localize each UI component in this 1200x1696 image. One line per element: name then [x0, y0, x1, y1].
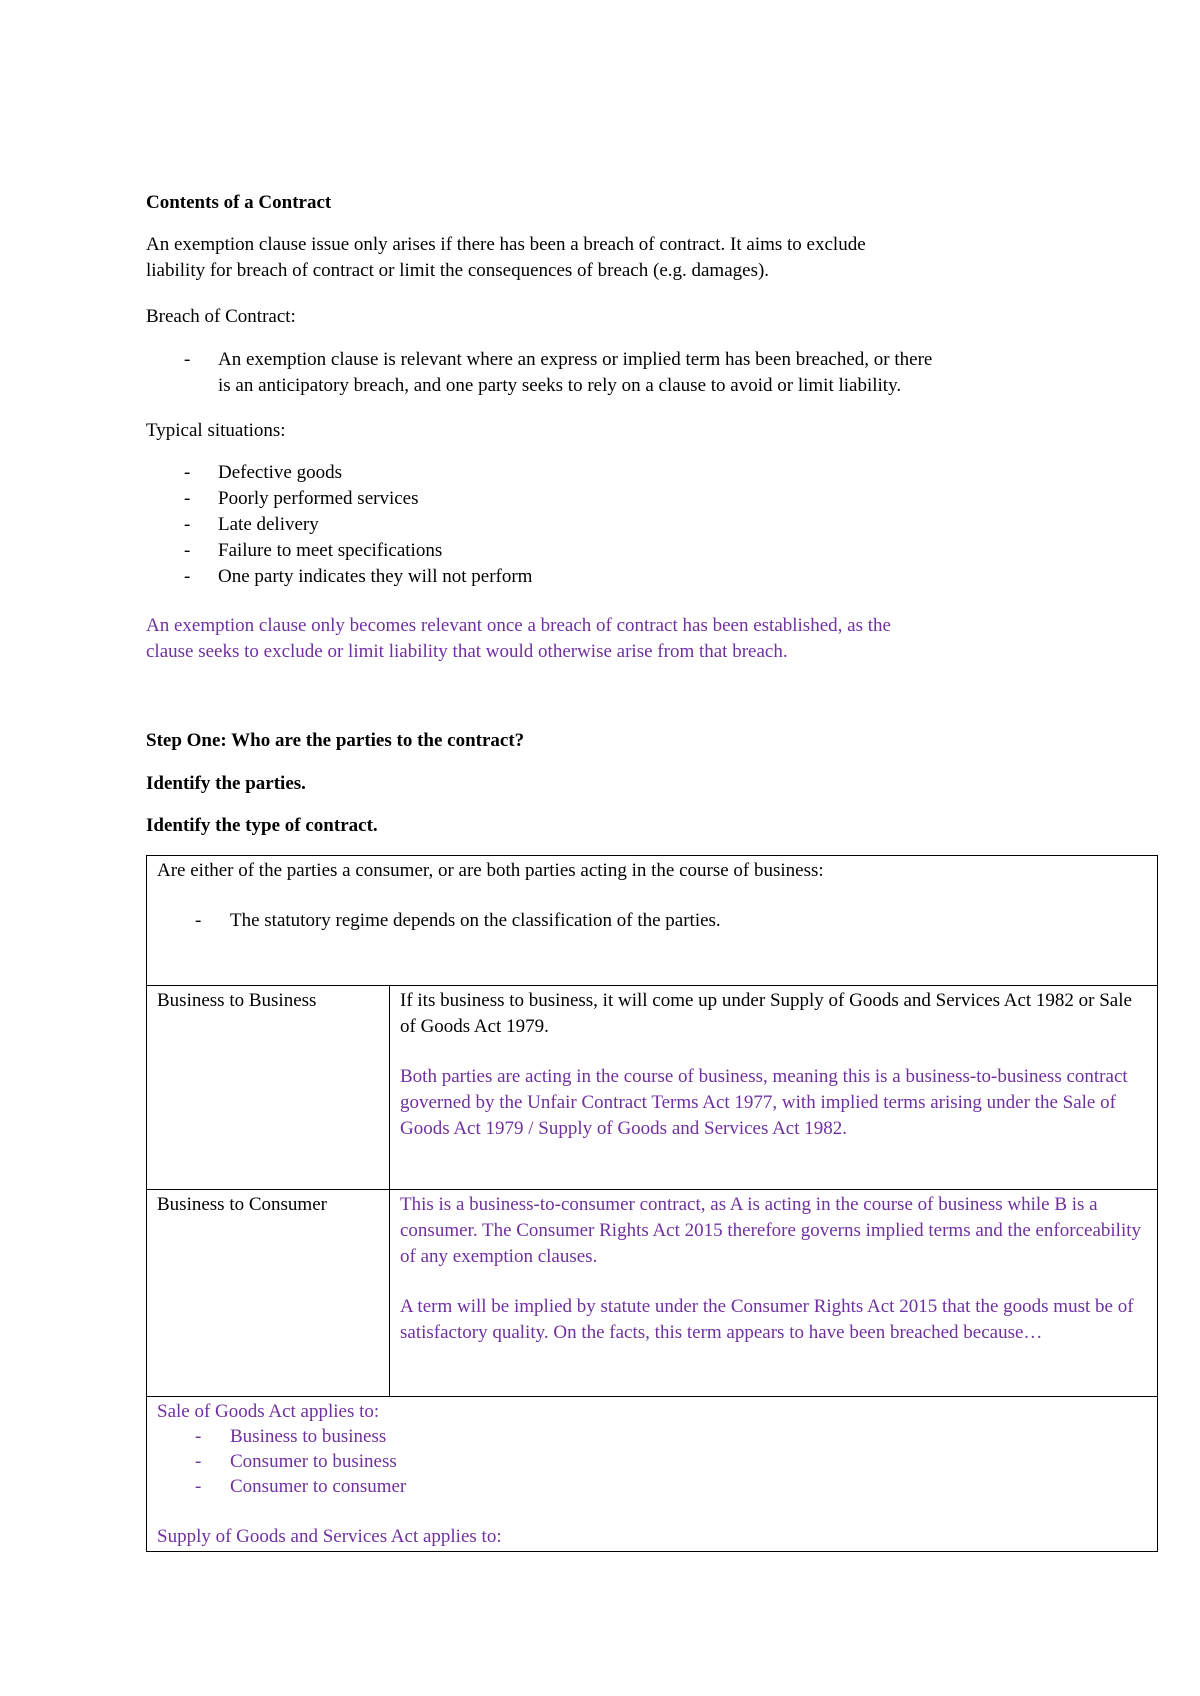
- acts-cell: [147, 1397, 1158, 1552]
- soga-list: [157, 1424, 1147, 1499]
- situation-text: Failure to meet specifications: [218, 540, 443, 561]
- list-item: [146, 564, 532, 590]
- soga-item: Consumer to consumer: [230, 1476, 407, 1497]
- intro-paragraph: [146, 232, 866, 284]
- breach-label: Breach of Contract:: [146, 306, 296, 327]
- b2b-content-cell: [390, 986, 1158, 1190]
- page-title: Contents of a Contract: [146, 192, 332, 213]
- list-item: [146, 460, 532, 486]
- situation-text: Defective goods: [218, 462, 342, 483]
- list-item: [146, 512, 532, 538]
- soga-item: Consumer to business: [230, 1451, 397, 1472]
- list-item: [146, 347, 932, 399]
- breach-item-line: An exemption clause is relevant where an express or implied term has been breached, or there: [218, 349, 933, 370]
- header-question: Are either of the parties a consumer, or are both parties acting in the course of business:: [157, 860, 824, 881]
- b2c-label-cell: [147, 1190, 390, 1397]
- list-item: [146, 538, 532, 564]
- soga-item: Business to business: [230, 1426, 387, 1447]
- breach-list: [146, 347, 932, 399]
- dash-bullet: -: [184, 349, 191, 370]
- identify-type-heading: Identify the type of contract.: [146, 815, 378, 836]
- dash-bullet: -: [195, 1426, 202, 1447]
- note-paragraph: [146, 613, 891, 665]
- b2c-note: A term will be implied by statute under the Consumer Rights Act 2015 that the goods must be of satisfactory quality. On the facts, this term appears to have been breached because…: [400, 1296, 1134, 1343]
- b2c-note: This is a business-to-consumer contract, as A is acting in the course of business while B is a consumer. The Consumer Rights Act 2015 therefore governs implied terms and the enforceability of any exemption clauses.: [400, 1194, 1141, 1267]
- list-item: [157, 1424, 1147, 1449]
- dash-bullet: -: [195, 910, 202, 931]
- b2c-label: Business to Consumer: [157, 1194, 327, 1215]
- situations-list: [146, 460, 532, 590]
- dash-bullet: -: [184, 462, 191, 483]
- identify-parties-heading: Identify the parties.: [146, 773, 306, 794]
- parties-table: [146, 855, 1158, 1552]
- list-item: [157, 1449, 1147, 1474]
- table-row: [147, 986, 1158, 1190]
- situation-text: One party indicates they will not perform: [218, 566, 533, 587]
- b2b-label: Business to Business: [157, 990, 317, 1011]
- dash-bullet: -: [184, 540, 191, 561]
- dash-bullet: -: [184, 488, 191, 509]
- dash-bullet: -: [184, 566, 191, 587]
- note-line: clause seeks to exclude or limit liability that would otherwise arise from that breach.: [146, 641, 788, 662]
- dash-bullet: -: [195, 1451, 202, 1472]
- table-row: [147, 1190, 1158, 1397]
- step-one-heading: Step One: Who are the parties to the contract?: [146, 730, 525, 751]
- header-list: [157, 908, 1147, 934]
- note-line: An exemption clause only becomes relevant once a breach of contract has been established, as the: [146, 615, 891, 636]
- table-row: [147, 1397, 1158, 1552]
- b2c-content-cell: [390, 1190, 1158, 1397]
- intro-line: liability for breach of contract or limit the consequences of breach (e.g. damages).: [146, 260, 770, 281]
- list-item: [146, 486, 532, 512]
- situation-text: Poorly performed services: [218, 488, 419, 509]
- b2b-label-cell: [147, 986, 390, 1190]
- breach-item-line: is an anticipatory breach, and one party seeks to rely on a clause to avoid or limit liability.: [218, 375, 902, 396]
- table-header-cell: [147, 856, 1158, 986]
- list-item: [157, 908, 1147, 934]
- intro-line: An exemption clause issue only arises if there has been a breach of contract. It aims to exclude: [146, 234, 866, 255]
- dash-bullet: -: [195, 1476, 202, 1497]
- b2b-text: If its business to business, it will come up under Supply of Goods and Services Act 1982 or Sale of Goods Act 1979.: [400, 990, 1132, 1037]
- dash-bullet: -: [184, 514, 191, 535]
- header-bullet-text: The statutory regime depends on the classification of the parties.: [230, 910, 721, 931]
- sgsa-label: Supply of Goods and Services Act applies to:: [157, 1526, 502, 1547]
- situation-text: Late delivery: [218, 514, 319, 535]
- table-row: [147, 856, 1158, 986]
- situations-label: Typical situations:: [146, 420, 286, 441]
- soga-label: Sale of Goods Act applies to:: [157, 1401, 380, 1422]
- b2b-note: Both parties are acting in the course of business, meaning this is a business-to-business contract governed by the Unfair Contract Terms Act 1977, with implied terms arising under the Sale of Goods Act 1979 / Supply of Goods and Services Act 1982.: [400, 1066, 1128, 1139]
- list-item: [157, 1474, 1147, 1499]
